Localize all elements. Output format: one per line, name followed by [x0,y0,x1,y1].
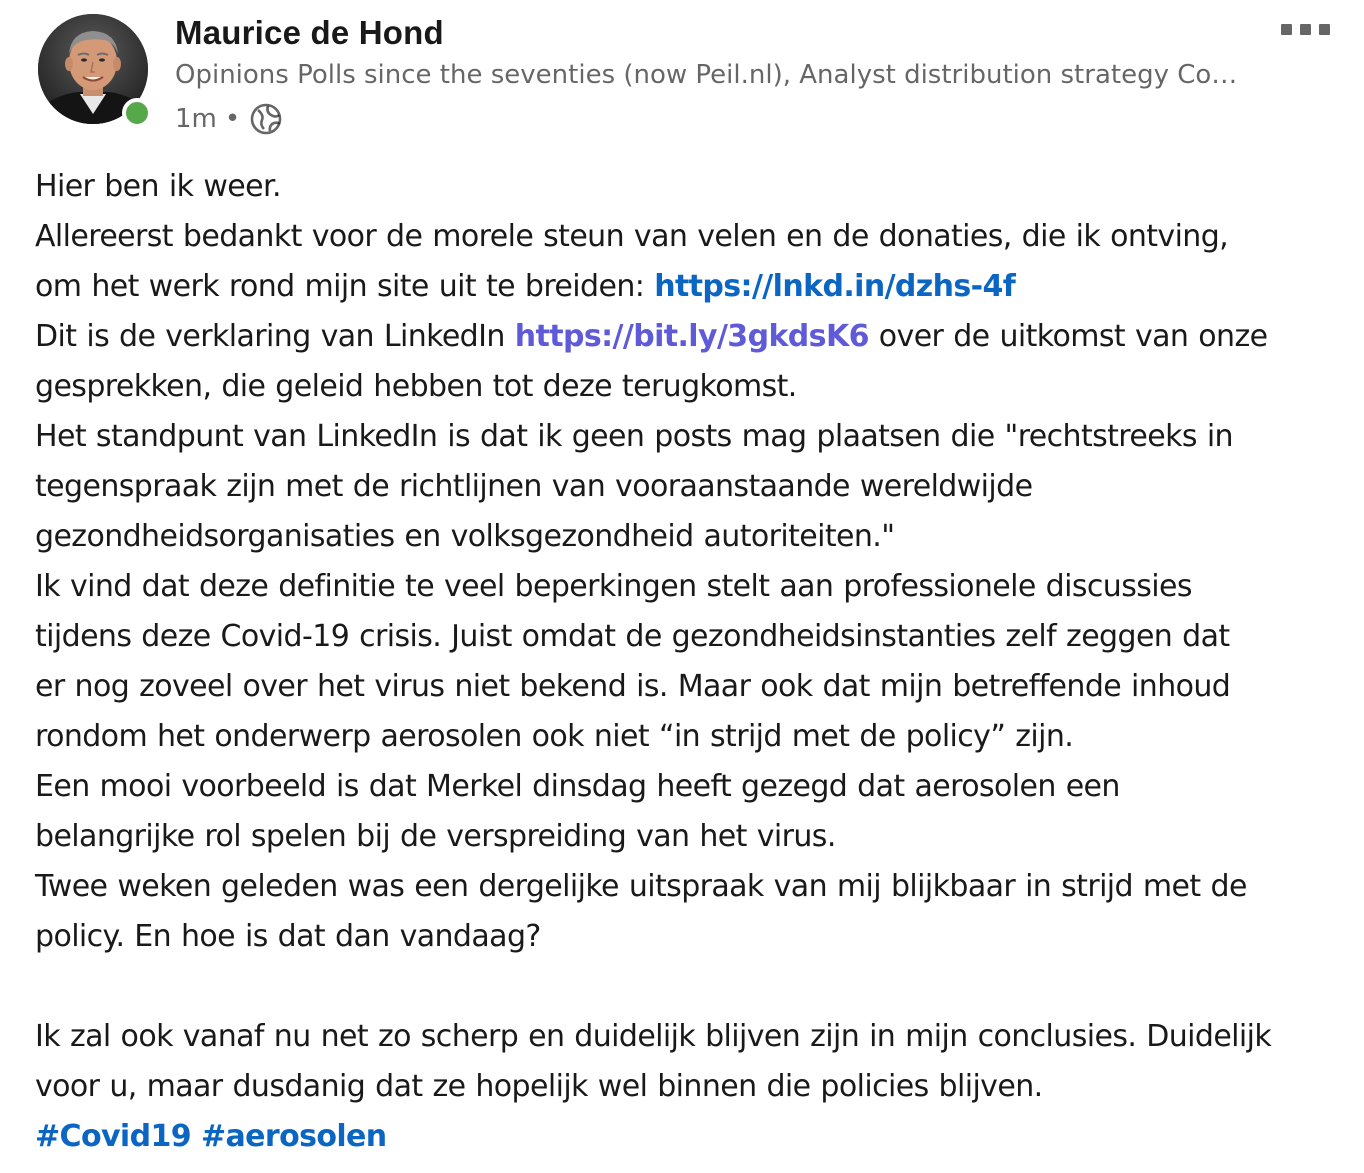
hashtag-covid19[interactable]: #Covid19 [35,1119,192,1154]
linkedin-statement-link[interactable]: https://bit.ly/3gkdsK6 [514,319,869,354]
post-line: belangrijke rol spelen bij de verspreiding van het virus. [35,819,836,854]
post-line-text: Dit is de verklaring van LinkedIn [35,319,515,354]
post-line: Het standpunt van LinkedIn is dat ik geen posts mag plaatsen die "rechtstreeks in [35,419,1233,454]
author-name[interactable]: Maurice de Hond [175,14,444,51]
hashtag-line [35,1112,1353,1162]
author-avatar[interactable] [38,14,150,126]
post-text [35,162,1353,1162]
post-line: Ik vind dat deze definitie te veel beperkingen stelt aan professionele discussies [35,569,1192,604]
post-line-text: over de uitkomst van onze [868,319,1268,354]
paragraph-break [35,962,1353,1012]
post-line: tijdens deze Covid-19 crisis. Juist omdat de gezondheidsinstanties zelf zeggen dat [35,619,1230,654]
post-line: Hier ben ik weer. [35,169,281,204]
post-line: Twee weken geleden was een dergelijke uitspraak van mij blijkbaar in strijd met de [35,869,1247,904]
more-dot-icon [1300,24,1311,35]
post-line: rondom het onderwerp aerosolen ook niet “in strijd met de policy” zijn. [35,719,1074,754]
post-line-text: om het werk rond mijn site uit te breiden: [35,269,655,304]
online-status-indicator [122,98,152,128]
post-line: Ik zal ook vanaf nu net zo scherp en duidelijk blijven zijn in mijn conclusies. Duidelijk [35,1019,1272,1054]
post-line: policy. En hoe is dat dan vandaag? [35,919,541,954]
hashtag-aerosolen[interactable]: #aerosolen [200,1119,387,1154]
post-line: er nog zoveel over het virus niet bekend is. Maar ook dat mijn betreffende inhoud [35,669,1231,704]
meta-separator: • [224,104,241,134]
post-meta [175,100,284,138]
post-line: voor u, maar dusdanig dat ze hopelijk wel binnen die policies blijven. [35,1069,1043,1104]
more-options-button[interactable] [1270,14,1340,44]
post-line: Een mooi voorbeeld is dat Merkel dinsdag heeft gezegd dat aerosolen een [35,769,1120,804]
post-line: gesprekken, die geleid hebben tot deze terugkomst. [35,369,797,404]
post-line: gezondheidsorganisaties en volksgezondheid autoriteiten." [35,519,895,554]
post-line [35,262,1353,312]
author-headline: Opinions Polls since the seventies (now Peil.nl), Analyst distribution strategy Co… [175,60,1238,90]
post-line: tegenspraak zijn met de richtlijnen van vooraanstaande wereldwijde [35,469,1033,504]
more-dot-icon [1319,24,1330,35]
post-line: Allereerst bedankt voor de morele steun van velen en de donaties, die ik ontving, [35,219,1229,254]
post-timestamp: 1m [175,104,217,134]
donation-link[interactable]: https://lnkd.in/dzhs-4f [654,269,1016,304]
more-dot-icon [1281,24,1292,35]
globe-icon [248,101,284,137]
post-line [35,312,1353,362]
